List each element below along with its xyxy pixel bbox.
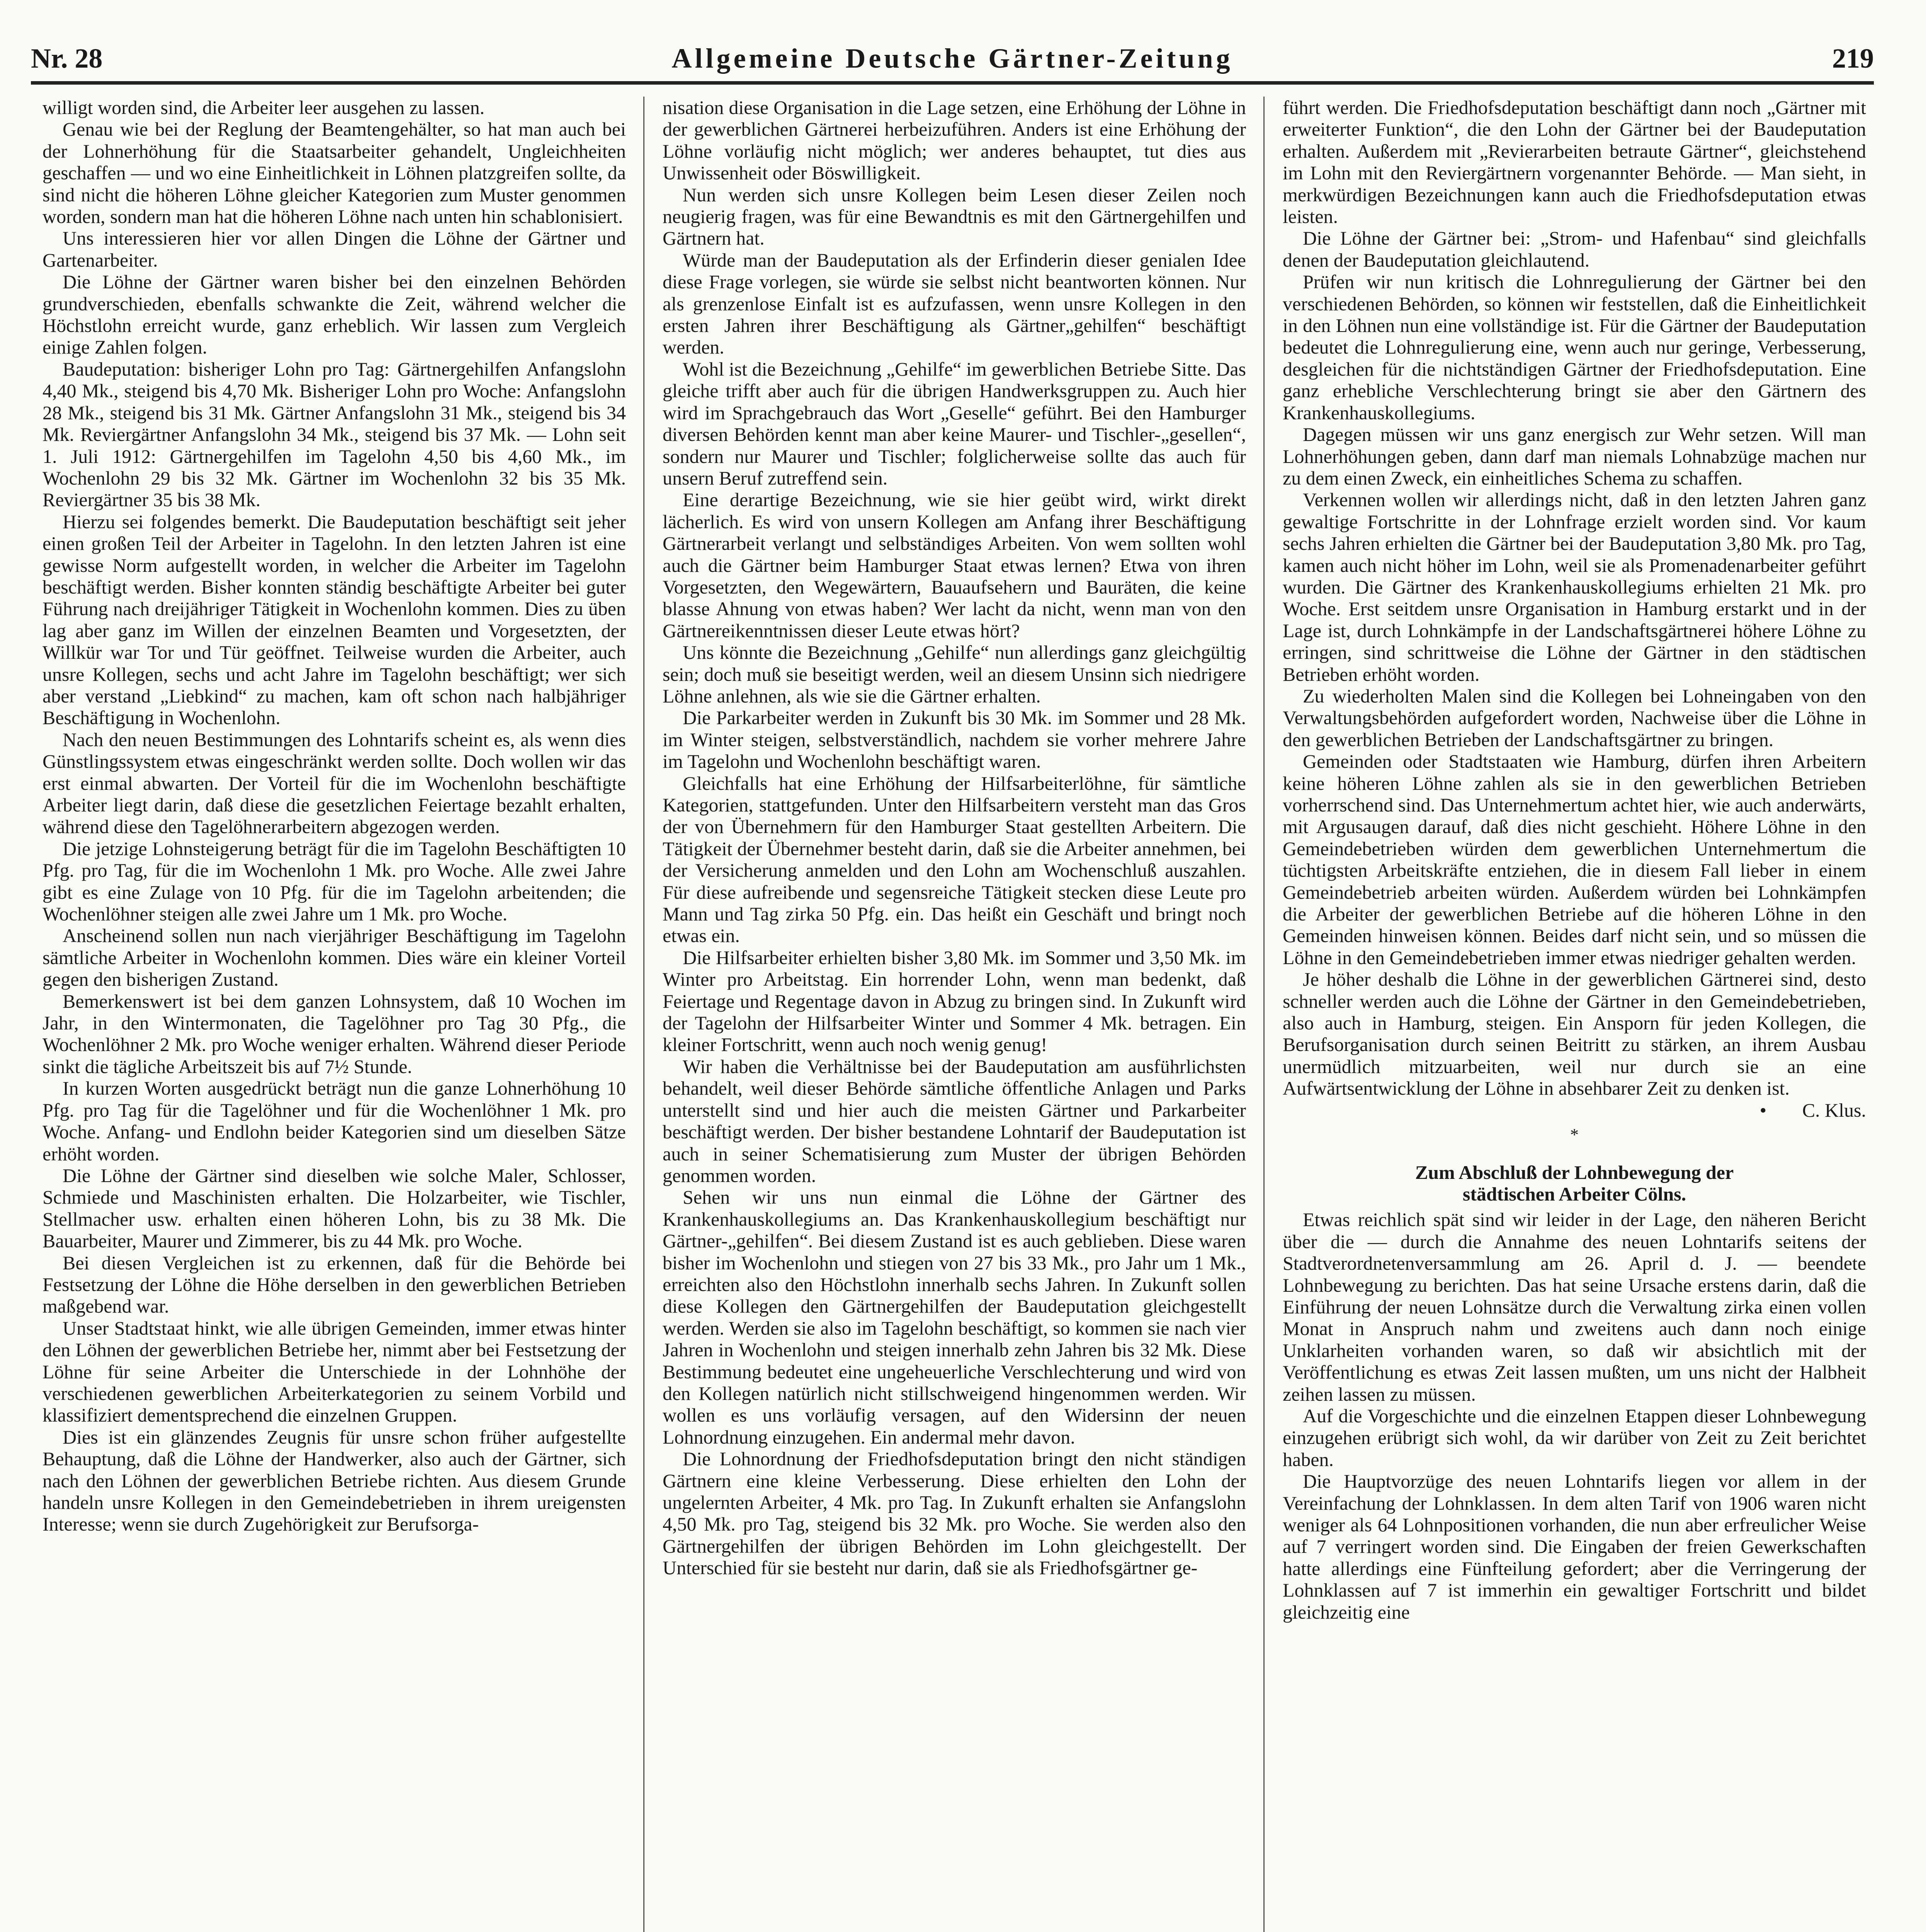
paragraph: Gleichfalls hat eine Erhöhung der Hilfsarbeiterlöhne, für sämtliche Kategorien, stattgefunden. Unter den Hilfsarbeitern versteht man das Gros der von Übernehmern für den Hamburger Staat gestellten Arbeitern. Die Tätigkeit der Übernehmer besteht darin, daß sie die Arbeiter annehmen, bei der Versicherung anmelden und den Lohn am Wochenschluß auszahlen. Für diese aufreibende und segensreiche Tätigkeit stecken diese Leute pro Mann und Tag zirka 50 Pfg. ein. Das heißt ein Geschäft und bringt noch etwas ein.: [663, 772, 1246, 947]
paragraph: Nun werden sich unsre Kollegen beim Lesen dieser Zeilen noch neugierig fragen, was für eine Bewandtnis es mit den Gärtnergehilfen und Gärtnern hat.: [663, 184, 1246, 249]
header-rule: [31, 81, 1874, 85]
newspaper-title: Allgemeine Deutsche Gärtner-Zeitung: [671, 43, 1233, 74]
paragraph: Wohl ist die Bezeichnung „Gehilfe“ im gewerblichen Betriebe Sitte. Das gleiche trifft aber auch für die übrigen Handwerksgruppen zu. Auch hier wird im Sprachgebrauch das Wort „Geselle“ geführt. Bei den Hamburger diversen Behörden kennt man aber keine Maurer- und Tischler-„gesellen“, sondern nur Maurer und Tischler; folglicherweise sollte das auch für unsern Beruf zutreffend sein.: [663, 358, 1246, 489]
paragraph: Uns interessieren hier vor allen Dingen die Löhne der Gärtner und Gartenarbeiter.: [42, 227, 626, 271]
paragraph: Bemerkenswert ist bei dem ganzen Lohnsystem, daß 10 Wochen im Jahr, in den Wintermonaten, die Tagelöhner pro Tag 30 Pfg., die Wochenlöhner 2 Mk. pro Woche weniger erhalten. Während dieser Periode sinkt die tägliche Arbeitszeit bis auf 7½ Stunde.: [42, 990, 626, 1077]
column-1: [42, 97, 626, 1932]
paragraph: Die Löhne der Gärtner bei: „Strom- und Hafenbau“ sind gleichfalls denen der Baudeputation gleichlautend.: [1283, 227, 1866, 271]
paragraph: Wir haben die Verhältnisse bei der Baudeputation am ausführlichsten behandelt, weil dieser Behörde sämtliche öffentliche Anlagen und Parks unterstellt sind und hier auch die meisten Gärtner und Parkarbeiter beschäftigt werden. Der bisher bestandene Lohntarif der Baudeputation ist auch in seiner Schematisierung zum Muster der übrigen Behörden genommen worden.: [663, 1055, 1246, 1186]
section-heading-line: städtischen Arbeiter Cölns.: [1462, 1183, 1686, 1205]
paragraph: Anscheinend sollen nun nach vierjähriger Beschäftigung im Tagelohn sämtliche Arbeiter in Wochenlohn kommen. Dies wäre ein kleiner Vorteil gegen den bisherigen Zustand.: [42, 925, 626, 990]
paragraph: Gemeinden oder Stadtstaaten wie Hamburg, dürfen ihren Arbeitern keine höheren Löhne zahlen als sie in den gewerblichen Betrieben vorherrschend sind. Das Unternehmertum achtet hier, wie auch anderwärts, mit Argusaugen darauf, daß dies nicht geschieht. Höhere Löhne in den Gemeindebetrieben würden dem gewerblichen Unternehmertum die tüchtigsten Arbeitskräfte entziehen, die in diesem Fall lieber in einem Gemeindebetrieb arbeiten würden. Außerdem würden bei Lohnkämpfen die Arbeiter der gewerblichen Betriebe auf die höheren Löhne in den Gemeinden hinweisen können. Beides darf nicht sein, und so müssen die Löhne in den Gemeindebetrieben immer etwas niedriger gehalten werden.: [1283, 750, 1866, 968]
paragraph: Unser Stadtstaat hinkt, wie alle übrigen Gemeinden, immer etwas hinter den Löhnen der gewerblichen Betriebe her, nimmt aber bei Festsetzung der Löhne für seine Arbeiter die Unterschiede in der Lohnhöhe der verschiedenen gewerblichen Arbeiterkategorien zu seinem Vorbild und klassifiziert dementsprechend die einzelnen Gruppen.: [42, 1317, 626, 1426]
paragraph: In kurzen Worten ausgedrückt beträgt nun die ganze Lohnerhöhung 10 Pfg. pro Tag für die Tagelöhner und für die Wochenlöhner 1 Mk. pro Woche. Anfang- und Endlohn beider Kategorien sind um dieselben Sätze erhöht worden.: [42, 1077, 626, 1165]
paragraph: Zu wiederholten Malen sind die Kollegen bei Lohneingaben von den Verwaltungsbehörden aufgefordert worden, Nachweise über die Löhne in den gewerblichen Betrieben der Landschaftsgärtner zu bringen.: [1283, 685, 1866, 750]
page-header: [31, 43, 1874, 73]
signature-mark: •: [1759, 1099, 1767, 1121]
column-2: [663, 97, 1246, 1932]
paragraph: Prüfen wir nun kritisch die Lohnregulierung der Gärtner bei den verschiedenen Behörden, so können wir feststellen, daß die Einheitlichkeit in den Löhnen nun eine vollständige ist. Für die Gärtner der Baudeputation bedeutet die Lohnregulierung eine, wenn auch nur geringe, Verbesserung, desgleichen für die nichtständigen Gärtner der Friedhofsdeputation. Eine ganz erhebliche Verschlechterung bringt sie aber den Gärtnern des Krankenhauskollegiums.: [1283, 271, 1866, 423]
paragraph: Sehen wir uns nun einmal die Löhne der Gärtner des Krankenhauskollegiums an. Das Krankenhauskollegium beschäftigt nur Gärtner-„gehilfen“. Bei diesem Zustand ist es auch geblieben. Diese waren bisher im Wochenlohn und stiegen von 27 bis 33 Mk., pro Jahr um 1 Mk., erreichten also den Höchstlohn innerhalb sechs Jahren. In Zukunft sollen diese Kollegen den Gärtnergehilfen der Baudeputation gleichgestellt werden. Werden sie also im Tagelohn beschäftigt, so kommen sie nach vier Jahren in Wochenlohn und steigen innerhalb zehn Jahren bis 32 Mk. Diese Bestimmung bedeutet eine ungeheuerliche Verschlechterung und wird von den Kollegen natürlich nicht stillschweigend hingenommen werden. Wir wollen es uns vorläufig versagen, auf den Widersinn der neuen Lohnordnung einzugehen. Ein andermal mehr davon.: [663, 1186, 1246, 1448]
paragraph: Die Löhne der Gärtner sind dieselben wie solche Maler, Schlosser, Schmiede und Maschinisten erhalten. Die Holzarbeiter, wie Tischler, Stellmacher usw. erhalten einen höheren Lohn, bis zu 38 Mk. Die Bauarbeiter, Maurer und Zimmerer, bis zu 44 Mk. pro Woche.: [42, 1164, 626, 1252]
page-number: 219: [1832, 43, 1874, 74]
paragraph: Dies ist ein glänzendes Zeugnis für unsre schon früher aufgestellte Behauptung, daß die Löhne der Handwerker, also auch der Gärtner, sich nach den Löhnen der gewerblichen Betriebe richten. Aus diesem Grunde handeln unsre Kollegen in den Gemeindebetrieben in ihrem ureigensten Interesse; wenn sie durch Zugehörigkeit zur Berufsorga-: [42, 1426, 626, 1535]
issue-number: Nr. 28: [31, 43, 103, 74]
paragraph: Hierzu sei folgendes bemerkt. Die Baudeputation beschäftigt seit jeher einen großen Teil der Arbeiter in Tagelohn. In den letzten Jahren ist eine gewisse Norm aufgestellt worden, in welcher die Arbeiter im Tagelohn beschäftigt werden. Bisher konnten ständig beschäftigte Arbeiter bei guter Führung nach dreijähriger Tätigkeit in Wochenlohn kommen. Dies zu üben lag aber ganz im Willen der einzelnen Beamten und Vorgesetzten, der Willkür war Tor und Tür geöffnet. Teilweise wurden die Arbeiter, auch unsre Kollegen, sechs und acht Jahre im Tagelohn beschäftigt; wer sich aber verstand „Liebkind“ zu machen, kam oft schon nach halbjähriger Beschäftigung in Wochenlohn.: [42, 510, 626, 729]
paragraph: Genau wie bei der Reglung der Beamtengehälter, so hat man auch bei der Lohnerhöhung für die Staatsarbeiter gehandelt, Ungleichheiten geschaffen — und wo eine Einheitlichkeit in Löhnen platzgreifen sollte, da sind nicht die höheren Löhne gleicher Kategorien zum Muster genommen worden, sondern man hat die höheren Löhne nach unten hin schablonisiert.: [42, 118, 626, 228]
column-divider: [1263, 97, 1265, 1932]
paragraph: Baudeputation: bisheriger Lohn pro Tag: Gärtnergehilfen Anfangslohn 4,40 Mk., steigend bis 4,70 Mk. Bisheriger Lohn pro Woche: Anfangslohn 28 Mk., steigend bis 31 Mk. Gärtner Anfangslohn 31 Mk., steigend bis 34 Mk. Reviergärtner Anfangslohn 34 Mk., steigend bis 37 Mk. — Lohn seit 1. Juli 1912: Gärtnergehilfen im Tagelohn 4,50 bis 4,60 Mk., im Wochenlohn 29 bis 32 Mk. Gärtner im Wochenlohn 32 bis 35 Mk. Reviergärtner 35 bis 38 Mk.: [42, 358, 626, 511]
paragraph: Die Löhne der Gärtner waren bisher bei den einzelnen Behörden grundverschieden, ebenfalls schwankte die Zeit, während welcher die Höchstlohn erreicht wurde, ganz erheblich. Wir lassen zum Vergleich einige Zahlen folgen.: [42, 271, 626, 358]
article-signature: [1283, 1099, 1866, 1121]
paragraph: Auf die Vorgeschichte und die einzelnen Etappen dieser Lohnbewegung einzugehen erübrigt sich wohl, da wir darüber von Zeit zu Zeit berichtet haben.: [1283, 1405, 1866, 1470]
paragraph: Die Hilfsarbeiter erhielten bisher 3,80 Mk. im Sommer und 3,50 Mk. im Winter pro Arbeitstag. Ein horrender Lohn, wenn man bedenkt, daß Feiertage und Regentage davon in Abzug zu bringen sind. In Zukunft wird der Tagelohn der Hilfsarbeiter Winter und Sommer 4 Mk. betragen. Ein kleiner Fortschritt, wenn auch noch wenig genug!: [663, 946, 1246, 1056]
paragraph: nisation diese Organisation in die Lage setzen, eine Erhöhung der Löhne in der gewerblichen Gärtnerei herbeizuführen. Anders ist eine Erhöhung der Löhne vorläufig nicht möglich; wer anderes behauptet, tut dies aus Unwissenheit oder Böswilligkeit.: [663, 97, 1246, 184]
paragraph: Verkennen wollen wir allerdings nicht, daß in den letzten Jahren ganz gewaltige Fortschritte in der Lohnfrage erzielt worden sind. Vor kaum sechs Jahren erhielten die Gärtner bei der Baudeputation 3,80 Mk. pro Tag, kamen auch nicht höher im Lohn, weil sie als Promenadenarbeiter geführt wurden. Die Gärtner des Krankenhauskollegiums erhielten 21 Mk. pro Woche. Erst seitdem unsre Organisation in Hamburg erstarkt und in der Lage ist, durch Lohnkämpfe in der Landschaftsgärtnerei höhere Löhne zu erringen, sind schrittweise die Löhne der Gärtner in den städtischen Betrieben erhöht worden.: [1283, 489, 1866, 685]
section-heading: [1283, 1162, 1866, 1205]
paragraph: Die Lohnordnung der Friedhofsdeputation bringt den nicht ständigen Gärtnern eine kleine Verbesserung. Diese erhielten den Lohn der ungelernten Arbeiter, 4 Mk. pro Tag. In Zukunft erhalten sie Anfangslohn 4,50 Mk. pro Tag, steigend bis 32 Mk. pro Woche. Sie werden also den Gärtnergehilfen der übrigen Behörden im Lohn gleichgestellt. Der Unterschied für sie besteht nur darin, daß sie als Friedhofsgärtner ge-: [663, 1448, 1246, 1579]
paragraph: Bei diesen Vergleichen ist zu erkennen, daß für die Behörde bei Festsetzung der Löhne die Höhe derselben in den gewerblichen Betrieben maßgebend war.: [42, 1252, 626, 1317]
paragraph: Je höher deshalb die Löhne in der gewerblichen Gärtnerei sind, desto schneller werden auch die Löhne der Gärtner in den Gemeindebetrieben, also auch in Hamburg, steigen. Ein Ansporn für jeden Kollegen, die Berufsorganisation durch seinen Beitritt zu stärken, an ihrem Ausbau unermüdlich mitzuarbeiten, weil nur durch sie an eine Aufwärtsentwicklung der Löhne in absehbarer Zeit zu denken ist.: [1283, 968, 1866, 1099]
paragraph: willigt worden sind, die Arbeiter leer ausgehen zu lassen.: [42, 97, 485, 118]
paragraph: Eine derartige Bezeichnung, wie sie hier geübt wird, wirkt direkt lächerlich. Es wird von unsern Kollegen am Anfang ihrer Beschäftigung Gärtnerarbeit verlangt und selbständiges Arbeiten. Von wem sollten wohl auch die Gärtner beim Hamburger Staat etwas lernen? Etwa von ihren Vorgesetzten, den Wegewärtern, Bauaufsehern und Bauräten, die keine blasse Ahnung von etwas haben? Wer lacht da nicht, wenn man von den Gärtnereikenntnissen dieser Leute etwas hört?: [663, 489, 1246, 641]
paragraph: Nach den neuen Bestimmungen des Lohntarifs scheint es, als wenn dies Günstlingssystem etwas eingeschränkt werden sollte. Doch wollen wir das erst einmal abwarten. Der Vorteil für die im Wochenlohn beschäftigte Arbeiter liegt darin, daß diese die gesetzlichen Feiertage bezahlt erhalten, während diese den Tagelöhnerarbeitern abgezogen werden.: [42, 728, 626, 838]
paragraph: führt werden. Die Friedhofsdeputation beschäftigt dann noch „Gärtner mit erweiterter Funktion“, die den Lohn der Gärtner bei der Baudeputation erhalten. Außerdem mit „Revierarbeiten betraute Gärtner“, gleichstehend im Lohn mit den Reviergärtnern vorgenannter Behörde. — Man sieht, in merkwürdigen Bezeichnungen kann auch die Friedhofsdeputation etwas leisten.: [1283, 97, 1866, 228]
paragraph: Uns könnte die Bezeichnung „Gehilfe“ nun allerdings ganz gleichgültig sein; doch muß sie beseitigt werden, weil an diesem Unsinn sich niedrigere Löhne anlehnen, als wie sie die Gärtner erhalten.: [663, 641, 1246, 707]
paragraph: Die jetzige Lohnsteigerung beträgt für die im Tagelohn Beschäftigten 10 Pfg. pro Tag, für die im Wochenlohn 1 Mk. pro Woche. Alle zwei Jahre gibt es eine Zulage von 10 Pfg. für die im Tagelohn arbeitenden; die Wochenlöhner steigen alle zwei Jahre um 1 Mk. pro Woche.: [42, 837, 626, 925]
column-divider: [643, 97, 644, 1932]
paragraph: Würde man der Baudeputation als der Erfinderin dieser genialen Idee diese Frage vorlegen, sie würde sie selbst nicht beantworten können. Nur als grenzenlose Einfalt ist es aufzufassen, wenn unsre Kollegen in den ersten Jahren ihrer Beschäftigung als Gärtner„gehilfen“ beschäftigt werden.: [663, 249, 1246, 358]
paragraph: Dagegen müssen wir uns ganz energisch zur Wehr setzen. Will man Lohnerhöhungen geben, dann darf man niemals Lohnabzüge machen nur zu dem einen Zweck, ein einheitliches Schema zu schaffen.: [1283, 423, 1866, 489]
section-heading-line: Zum Abschluß der Lohnbewegung der: [1415, 1161, 1734, 1183]
paragraph: Etwas reichlich spät sind wir leider in der Lage, den näheren Bericht über die — durch die Annahme des neuen Lohntarifs seitens der Stadtverordnetenversammlung am 26. April d. J. — beendete Lohnbewegung zu berichten. Das hat seine Ursache erstens darin, daß die Einführung der neuen Lohnsätze durch die Verwaltung zirka einen vollen Monat in Anspruch nahm und zweitens auch dann noch einige Unklarheiten vorhanden waren, so daß wir absichtlich mit der Veröffentlichung es etwas Zeit lassen mußten, um uns nicht der Halbheit zeihen lassen zu müssen.: [1283, 1209, 1866, 1405]
paragraph: Die Parkarbeiter werden in Zukunft bis 30 Mk. im Sommer und 28 Mk. im Winter steigen, selbstverständlich, nachdem sie vorher mehrere Jahre im Tagelohn und Wochenlohn beschäftigt waren.: [663, 707, 1246, 772]
author-name: C. Klus.: [1802, 1099, 1866, 1121]
column-3: [1283, 97, 1866, 1932]
paragraph: Die Hauptvorzüge des neuen Lohntarifs liegen vor allem in der Vereinfachung der Lohnklassen. In dem alten Tarif von 1906 waren nicht weniger als 64 Lohnpositionen vorhanden, die nun aber erfreulicher Weise auf 7 verringert worden sind. Die Eingaben der freien Gewerkschaften hatte allerdings eine Fünfteilung gefordert; aber die Verringerung der Lohnklassen auf 7 ist immerhin ein gewaltiger Fortschritt und bildet gleichzeitig eine: [1283, 1470, 1866, 1623]
article-separator: *: [1570, 1125, 1579, 1145]
